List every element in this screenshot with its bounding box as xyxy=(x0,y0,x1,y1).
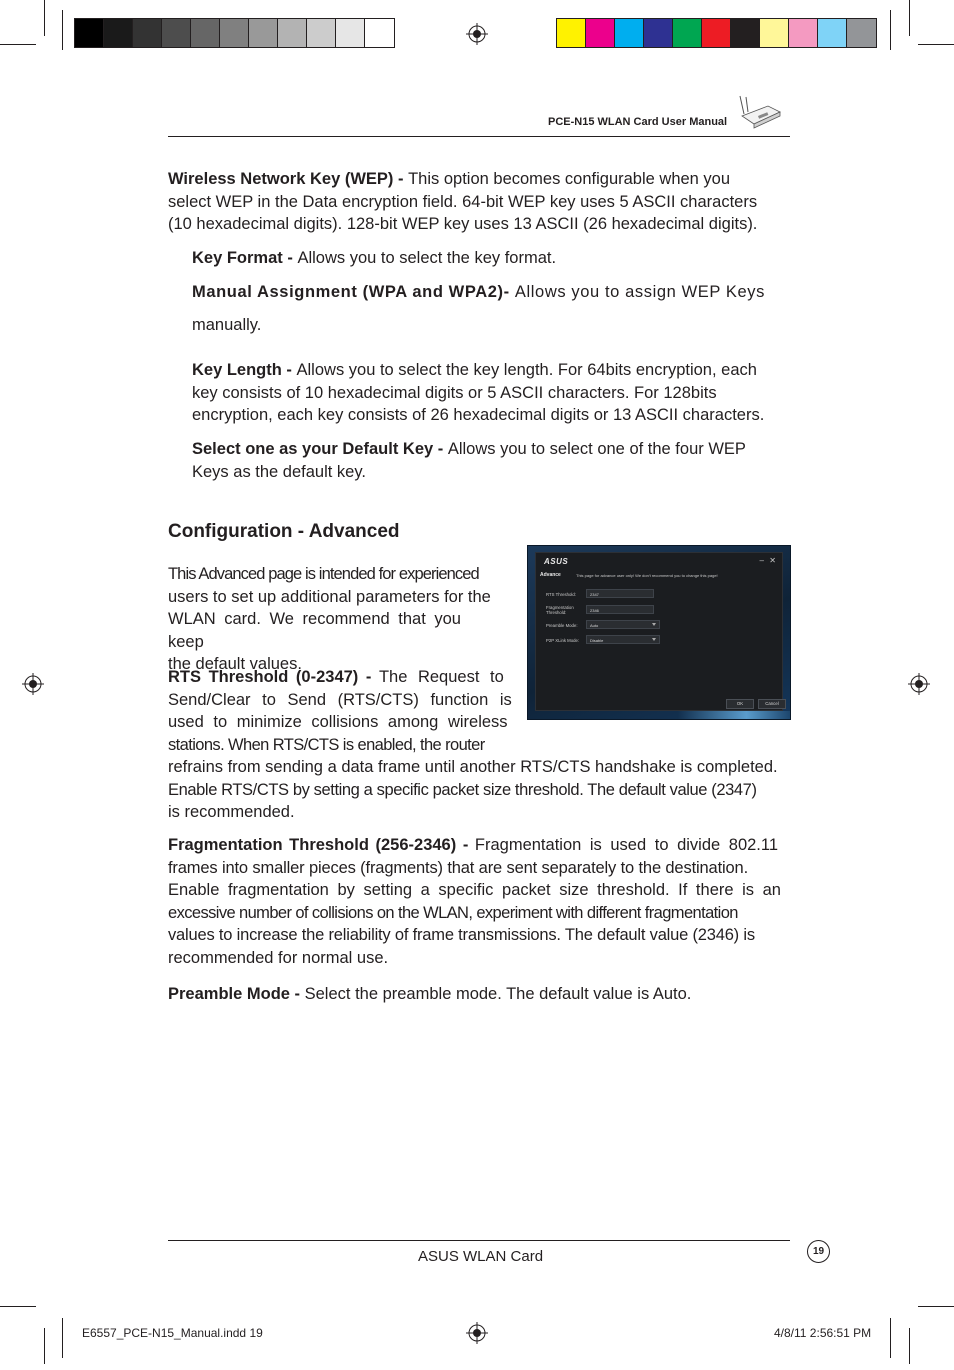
fragmentation-text: excessive number of collisions on the WLAN, experiment with different fragmentation xyxy=(168,903,738,922)
rts-text: Enable RTS/CTS by setting a specific packet size threshold. The default value (2347) xyxy=(168,780,757,799)
gray-swatch xyxy=(104,19,133,47)
grayscale-bar xyxy=(74,18,395,48)
color-swatch xyxy=(586,19,615,47)
default-key-text: Allows you to select one of the four WEP xyxy=(447,440,746,458)
color-swatch xyxy=(644,19,673,47)
crop-mark xyxy=(909,1328,910,1364)
crop-mark xyxy=(44,1328,45,1364)
rts-text: used to minimize collisions among wireless xyxy=(168,713,508,731)
key-length-lead: Key Length - xyxy=(192,361,297,379)
page-number: 19 xyxy=(807,1240,830,1263)
fragmentation-text: values to increase the reliability of frame transmissions. The default value (2346) is xyxy=(168,926,755,944)
crop-mark xyxy=(890,1318,891,1358)
gray-swatch xyxy=(220,19,249,47)
warning-note: This page for advance user only! We don't recommend you to change this page! xyxy=(576,573,718,578)
registration-mark-icon xyxy=(22,673,44,695)
intro-text: This Advanced page is intended for experienced xyxy=(168,565,479,583)
crop-mark xyxy=(0,44,36,45)
fragmentation-paragraph xyxy=(168,834,790,969)
preamble-mode-select[interactable] xyxy=(586,620,660,629)
color-swatch xyxy=(847,19,876,47)
color-swatch xyxy=(818,19,847,47)
intro-text: WLAN card. We recommend that you keep xyxy=(168,610,461,651)
rts-threshold-input[interactable]: 2347 xyxy=(586,589,654,598)
manual-assignment-lead: Manual Assignment (WPA and WPA2)- xyxy=(192,283,515,301)
section-title: Configuration - Advanced xyxy=(168,521,400,542)
wlan-card-icon xyxy=(738,94,782,134)
registration-mark-icon xyxy=(466,23,488,45)
default-key-text: Keys as the default key. xyxy=(192,462,366,481)
fragmentation-text: Enable fragmentation by setting a specific packet size threshold. If there is an xyxy=(168,881,781,899)
fragmentation-text: recommended for normal use. xyxy=(168,948,389,967)
manual-assignment-text: Allows you to assign WEP Keys xyxy=(514,283,765,301)
close-icon[interactable]: ✕ xyxy=(769,556,776,565)
key-length-text: Allows you to select the key length. For 64bits encryption, each xyxy=(296,361,757,379)
wep-paragraph xyxy=(168,168,790,236)
fragmentation-threshold-label xyxy=(546,605,574,615)
fragmentation-label-line: Fragmentation xyxy=(546,605,574,610)
manual-title: PCE-N15 WLAN Card User Manual xyxy=(548,116,728,128)
slug-filename: E6557_PCE-N15_Manual.indd 19 xyxy=(82,1326,263,1340)
default-key-lead: Select one as your Default Key - xyxy=(192,440,448,458)
crop-mark xyxy=(62,10,63,50)
color-swatch xyxy=(615,19,644,47)
crop-mark xyxy=(918,1306,954,1307)
tab-advance[interactable]: Advance xyxy=(540,572,561,578)
p2p-xlink-mode-value: Disable xyxy=(590,637,604,643)
key-format-text: Allows you to select the key format. xyxy=(297,249,557,267)
preamble-mode-label: Preamble Mode: xyxy=(546,623,578,628)
advanced-settings-screenshot xyxy=(527,545,791,720)
preamble-text: Select the preamble mode. The default value is Auto. xyxy=(304,985,692,1003)
crop-mark xyxy=(44,0,45,36)
wep-text: (10 hexadecimal digits). 128-bit WEP key uses 13 ASCII (26 hexadecimal digits). xyxy=(168,215,758,233)
gray-swatch xyxy=(307,19,336,47)
gray-swatch xyxy=(75,19,104,47)
asus-logo: ASUS xyxy=(544,557,569,566)
intro-text: the default values. xyxy=(168,655,302,673)
footer-product: ASUS WLAN Card xyxy=(418,1248,544,1265)
chevron-down-icon xyxy=(652,638,656,641)
rts-text: refrains from sending a data frame until another RTS/CTS handshake is completed. xyxy=(168,758,778,776)
crop-mark xyxy=(909,0,910,36)
ok-button[interactable]: OK xyxy=(726,699,754,709)
manual-assignment-text: manually. xyxy=(192,316,262,334)
registration-mark-icon xyxy=(908,673,930,695)
color-swatch xyxy=(673,19,702,47)
intro-text: users to set up additional parameters for the xyxy=(168,587,491,606)
p2p-xlink-mode-label: P2P XLink Mode: xyxy=(546,638,580,643)
fragmentation-threshold-input[interactable]: 2346 xyxy=(586,605,654,614)
key-format-lead: Key Format - xyxy=(192,249,298,267)
minimize-icon[interactable]: – xyxy=(759,556,764,565)
color-swatch xyxy=(731,19,760,47)
rts-threshold-label: RTS Threshold: xyxy=(546,592,576,597)
gray-swatch xyxy=(162,19,191,47)
advanced-intro xyxy=(168,563,504,676)
color-calibration-bar xyxy=(556,18,877,48)
p2p-xlink-mode-select[interactable] xyxy=(586,635,660,644)
footer-divider xyxy=(168,1240,790,1241)
gray-swatch xyxy=(365,19,394,47)
key-length-text: key consists of 10 hexadecimal digits or 5 ASCII characters. For 128bits xyxy=(192,383,717,402)
key-length-paragraph xyxy=(192,359,790,427)
rts-text: stations. When RTS/CTS is enabled, the router xyxy=(168,735,485,754)
rts-lead: RTS Threshold (0-2347) - xyxy=(168,668,379,686)
crop-mark xyxy=(890,10,891,50)
rts-text: Send/Clear to Send (RTS/CTS) function is xyxy=(168,690,512,709)
fragmentation-text: Fragmentation is used to divide 802.11 xyxy=(474,836,779,854)
fragmentation-label-line: Threshold: xyxy=(546,610,567,615)
crop-mark xyxy=(62,1318,63,1358)
preamble-mode-value: Auto xyxy=(590,622,599,628)
taskbar-glow xyxy=(678,711,791,719)
gray-swatch xyxy=(133,19,162,47)
header-divider xyxy=(168,136,790,137)
gray-swatch xyxy=(336,19,365,47)
wep-text: This option becomes configurable when you xyxy=(408,170,731,188)
gray-swatch xyxy=(191,19,220,47)
gray-swatch xyxy=(278,19,307,47)
slug-timestamp: 4/8/11 2:56:51 PM xyxy=(774,1326,872,1340)
color-swatch xyxy=(760,19,789,47)
chevron-down-icon xyxy=(652,623,656,626)
advanced-dialog xyxy=(535,552,783,711)
wep-text: select WEP in the Data encryption field. 64-bit WEP key uses 5 ASCII characters xyxy=(168,192,758,211)
manual-assignment-paragraph xyxy=(192,281,790,304)
wep-lead: Wireless Network Key (WEP) - xyxy=(168,170,409,188)
fragmentation-text: frames into smaller pieces (fragments) that are sent separately to the destination. xyxy=(168,858,749,877)
crop-mark xyxy=(918,44,954,45)
fragmentation-lead: Fragmentation Threshold (256-2346) - xyxy=(168,836,475,854)
color-swatch xyxy=(557,19,586,47)
rts-text: The Request to xyxy=(378,668,504,686)
preamble-paragraph xyxy=(168,983,790,1006)
registration-mark-icon xyxy=(466,1322,488,1344)
preamble-lead: Preamble Mode - xyxy=(168,985,305,1003)
gray-swatch xyxy=(249,19,278,47)
crop-mark xyxy=(0,1306,36,1307)
rts-text: is recommended. xyxy=(168,803,295,821)
cancel-button[interactable]: Cancel xyxy=(758,699,786,709)
default-key-paragraph xyxy=(192,438,790,483)
color-swatch xyxy=(702,19,731,47)
key-length-text: encryption, each key consists of 26 hexadecimal digits or 13 ASCII characters. xyxy=(192,406,765,424)
color-swatch xyxy=(789,19,818,47)
key-format-paragraph xyxy=(192,247,790,270)
